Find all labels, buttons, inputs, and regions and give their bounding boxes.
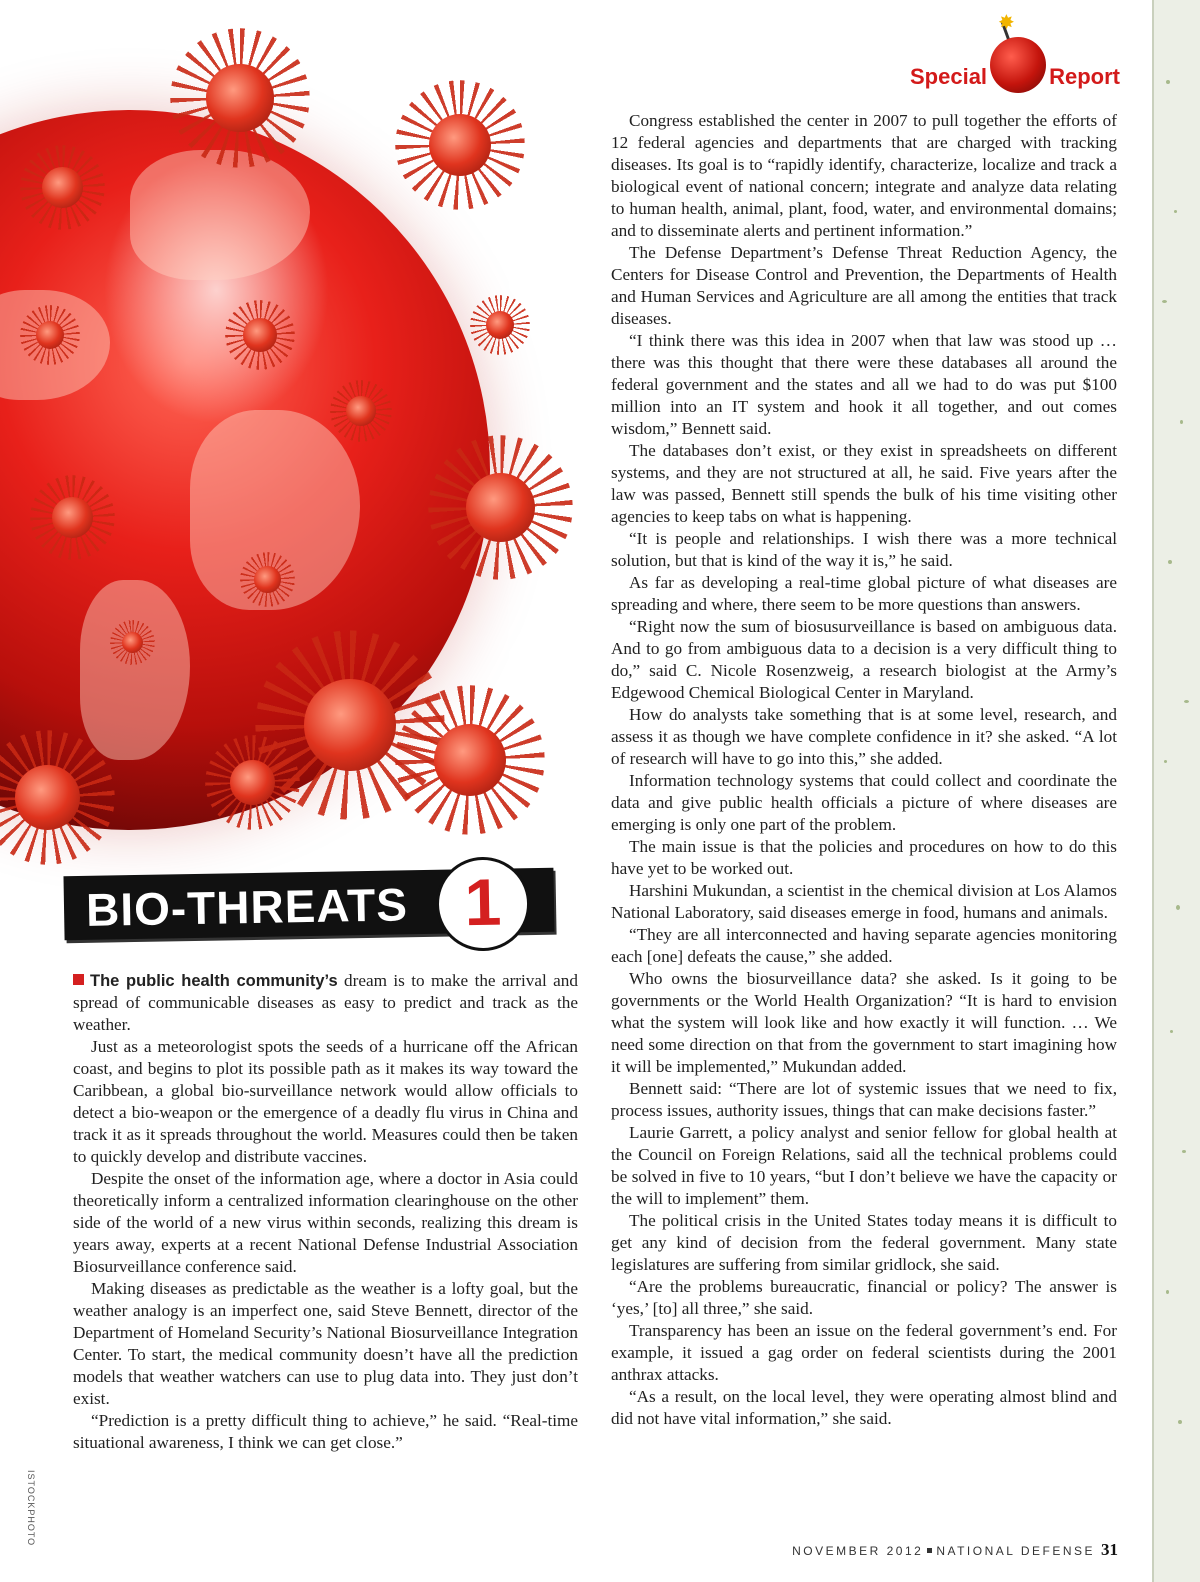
body-paragraph: The databases don’t exist, or they exist in spreadsheets on different systems, and they are not structured at all, he said. Five years after the law was passed, Bennett still spends the bulk of his time visiting other agencies to keep tabs on what is happening. [611,441,1117,526]
banner-title: BIO-THREATS [85,878,409,936]
body-paragraph: Despite the onset of the information age, where a doctor in Asia could theoretically inform a centralized information clearinghouse on the other side of the world of a new virus within seconds, realizing this dream is years away, experts at a recent National Defense Industrial Association Biosurveillance conference said. [73,1169,578,1276]
virus-particle-icon [330,380,392,442]
photo-credit [18,1410,48,1547]
virus-particle-icon [170,28,310,168]
body-paragraph: The political crisis in the United States today means it is difficult to get any kind of decision from the federal government. Many state legislatures are suffering from similar gridlock, she said. [611,1211,1117,1274]
bomb-globe-icon [990,37,1046,93]
body-paragraph: The main issue is that the policies and procedures on how to do this have yet to be worked out. [611,837,1117,878]
lede-text: dream is to make the arrival and spread of communicable diseases as easy to predict and track as the weather. [73,971,578,1034]
banner-number: 1 [463,864,502,940]
lede-paragraph [73,970,578,1036]
footer-publication: NATIONAL DEFENSE [936,1544,1095,1558]
virus-particle-icon [205,735,300,830]
virus-particle-icon [470,295,530,355]
article-column-left [73,970,578,1454]
page-footer [792,1540,1118,1560]
body-paragraph: Transparency has been an issue on the federal government’s end. For example, it issued a gag order on federal scientists during the 2001 anthrax attacks. [611,1321,1117,1384]
body-paragraph: “It is people and relationships. I wish there was a more technical solution, but that is kind of the way it is,” he said. [611,529,1117,570]
virus-particle-icon [428,435,573,580]
special-report-tag [910,12,1120,107]
virus-particle-icon [395,80,525,210]
body-paragraph: Who owns the biosurveillance data? she asked. Is it going to be governments or the World Health Organization? “It is hard to envision what the system will look like and how exactly it will function. … We need some direction on that from the government to start imagining how it will be implemented,” Mukundan added. [611,969,1117,1076]
page-edge-strip [1152,0,1200,1582]
body-paragraph: “Are the problems bureaucratic, financial or policy? The answer is ‘yes,’ [to] all three,” she said. [611,1277,1117,1318]
body-paragraph: Laurie Garrett, a policy analyst and senior fellow for global health at the Council on Foreign Relations, said all the technical problems could be solved in five to 10 years, “but I don’t believe we have the capacity or the will to implement” them. [611,1123,1117,1208]
body-paragraph: “As a result, on the local level, they were operating almost blind and did not have vital information,” she said. [611,1387,1117,1428]
article-column-right [611,110,1117,1430]
body-paragraph: As far as developing a real-time global picture of what diseases are spreading and where, there seem to be more questions than answers. [611,573,1117,614]
body-paragraph: Information technology systems that could collect and coordinate the data and give public health officials a picture of where diseases are emerging is only one part of the problem. [611,771,1117,834]
lede-bold: The public health community’s [90,972,338,990]
virus-globe-illustration [0,0,605,900]
lede-bullet-icon [73,974,84,985]
virus-particle-icon [110,620,155,665]
body-paragraph: “Prediction is a pretty difficult thing to achieve,” he said. “Real-time situational awareness, I think we can get close.” [73,1411,578,1452]
body-paragraph: Making diseases as predictable as the weather is a lofty goal, but the weather analogy is an imperfect one, said Steve Bennett, director of the Department of Homeland Security’s National Biosurveillance Integration Center. To start, the medical community doesn’t have all the prediction models that weather watchers can use to plug data into. They just don’t exist. [73,1279,578,1408]
body-paragraph: “They are all interconnected and having separate agencies monitoring each [one] defeats the cause,” she added. [611,925,1117,966]
page-number: 31 [1101,1540,1118,1559]
report-tag-special: Special [910,64,988,89]
banner-number-badge [435,856,531,952]
body-paragraph: Bennett said: “There are lot of systemic issues that we need to fix, process issues, authority issues, things that can make decisions faster.” [611,1079,1117,1120]
body-paragraph: Congress established the center in 2007 to pull together the efforts of 12 federal agencies and departments that are charged with tracking diseases. Its goal is to “rapidly identify, characterize, localize and track a biological event of national concern; integrate and analyze data relating to human health, animal, plant, food, water, and environmental domains; and to disseminate alerts and pertinent information.” [611,111,1117,240]
body-paragraph: The Defense Department’s Defense Threat Reduction Agency, the Centers for Disease Control and Prevention, the Departments of Health and Human Services and Agriculture are all among the entities that track diseases. [611,243,1117,328]
body-paragraph: Harshini Mukundan, a scientist in the chemical division at Los Alamos National Laboratory, said diseases emerge in food, humans and animals. [611,881,1117,922]
virus-particle-icon [395,685,545,835]
footer-separator [927,1548,932,1553]
continent-shape [80,580,190,760]
photo-credit-text: ISTOCKPHOTO [26,1470,36,1547]
virus-particle-icon [240,552,295,607]
virus-particle-icon [20,145,105,230]
body-paragraph: “Right now the sum of biosusurveillance is based on ambiguous data. And to go from ambiguous data to a decision is a very difficult thing to do,” said C. Nicole Rosenzweig, a research biologist at the Army’s Edgewood Chemical Biological Center in Maryland. [611,617,1117,702]
body-paragraph: Just as a meteorologist spots the seeds of a hurricane off the African coast, and begins to plot its possible path as it makes its way toward the Caribbean, a global bio-surveillance network would allow officials to detect a bio-weapon or the emergence of a deadly flu virus in China and track it as it spreads throughout the world. Measures could then be taken to quickly develop and distribute vaccines. [73,1037,578,1166]
report-tag-report: Report [1049,64,1120,89]
body-paragraph: “I think there was this idea in 2007 when that law was stood up … there was this thought that there were these databases all around the federal government and the states and all we had to do was put $100 million into an IT system and hook it all together, and out comes wisdom,” Bennett said. [611,331,1117,438]
virus-particle-icon [225,300,295,370]
continent-shape [130,150,310,280]
bio-threats-banner [63,864,554,941]
virus-particle-icon [20,305,80,365]
bomb-spark-icon: ✸ [998,10,1015,34]
virus-particle-icon [30,475,115,560]
body-paragraph: How do analysts take something that is at some level, research, and assess it as though we have complete confidence in it? she asked. “A lot of research will have to go into this,” she added. [611,705,1117,768]
footer-date: NOVEMBER 2012 [792,1544,924,1558]
